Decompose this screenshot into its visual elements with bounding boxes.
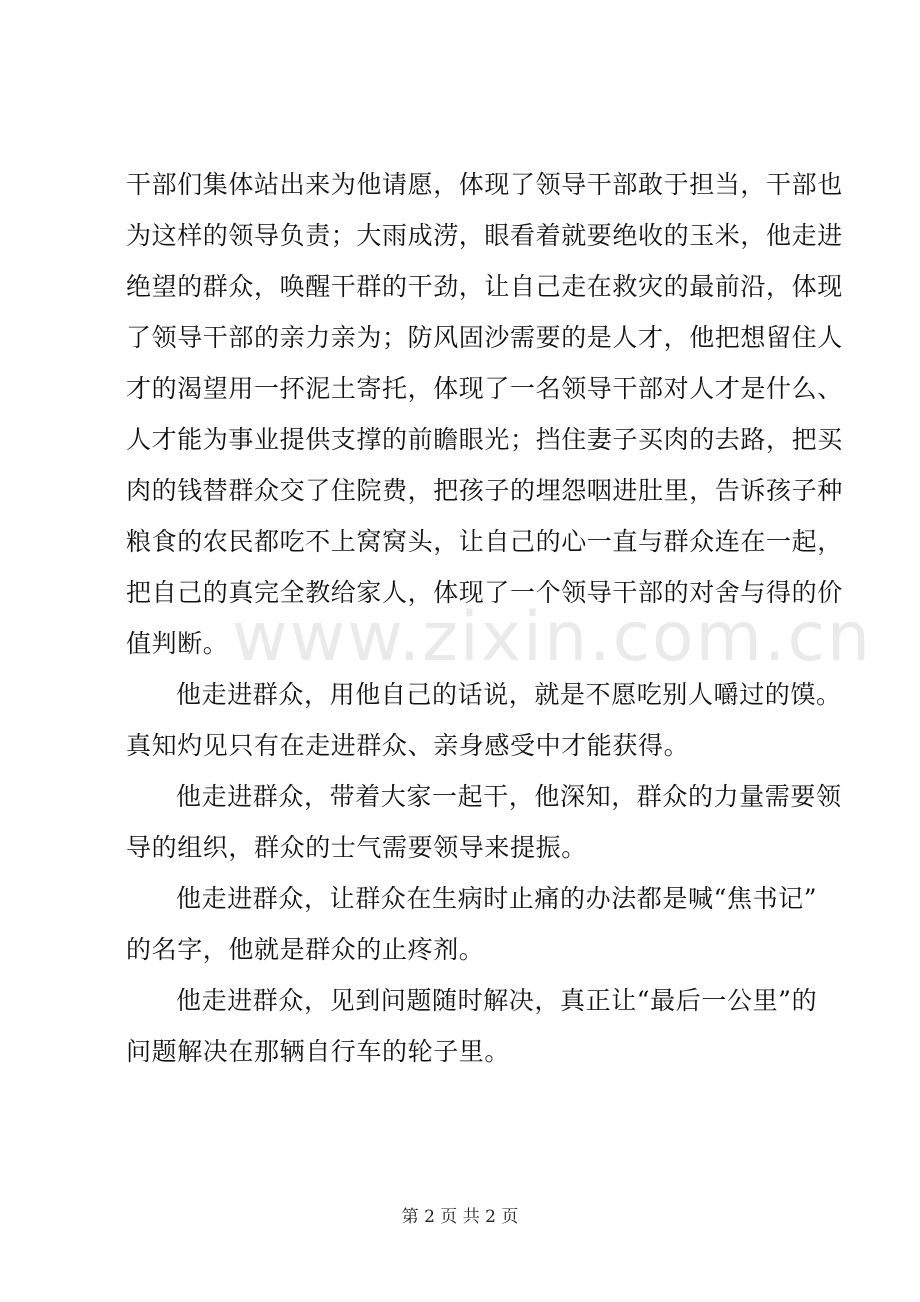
body-line: 问题解决在那辆自行车的轮子里。 xyxy=(126,1037,511,1066)
body-line: 肉的钱替群众交了住院费，把孩子的埋怨咽进肚里，告诉孩子种 xyxy=(126,476,843,505)
body-line: 了领导干部的亲力亲为；防风固沙需要的是人才，他把想留住人 xyxy=(126,323,843,352)
page-footer: 第 2 页 共 2 页 xyxy=(401,1207,519,1227)
body-line: 人才能为事业提供支撑的前瞻眼光；挡住妻子买肉的去路，把买 xyxy=(126,425,843,454)
body-line: 的名字，他就是群众的止疼剂。 xyxy=(126,935,485,964)
paragraph-first-line: 他走进群众，用他自己的话说，就是不愿吃别人嚼过的馍。 xyxy=(176,680,842,709)
body-line: 把自己的真完全教给家人，体现了一个领导干部的对舍与得的价 xyxy=(126,578,843,607)
body-line: 粮食的农民都吃不上窝窝头，让自己的心一直与群众连在一起， xyxy=(126,527,843,556)
body-line: 为这样的领导负责；大雨成涝，眼看着就要绝收的玉米，他走进 xyxy=(126,221,843,250)
paragraph-first-line: 他走进群众，带着大家一起干，他深知，群众的力量需要领 xyxy=(176,782,842,811)
body-line: 导的组织，群众的士气需要领导来提振。 xyxy=(126,833,587,862)
body-line: 值判断。 xyxy=(126,629,229,658)
body-line: 绝望的群众，唤醒干群的干劲，让自己走在救灾的最前沿，体现 xyxy=(126,272,843,301)
paragraph-first-line: 他走进群众，见到问题随时解决，真正让“最后一公里”的 xyxy=(176,986,818,1015)
paragraph-first-line: 他走进群众，让群众在生病时止痛的办法都是喊“焦书记” xyxy=(176,884,818,913)
body-line: 才的渴望用一抔泥土寄托，体现了一名领导干部对人才是什么、 xyxy=(126,374,843,403)
body-line: 真知灼见只有在走进群众、亲身感受中才能获得。 xyxy=(126,731,690,760)
body-line: 干部们集体站出来为他请愿，体现了领导干部敢于担当，干部也 xyxy=(126,170,843,199)
watermark: www.zixin.com.cn xyxy=(232,598,872,677)
